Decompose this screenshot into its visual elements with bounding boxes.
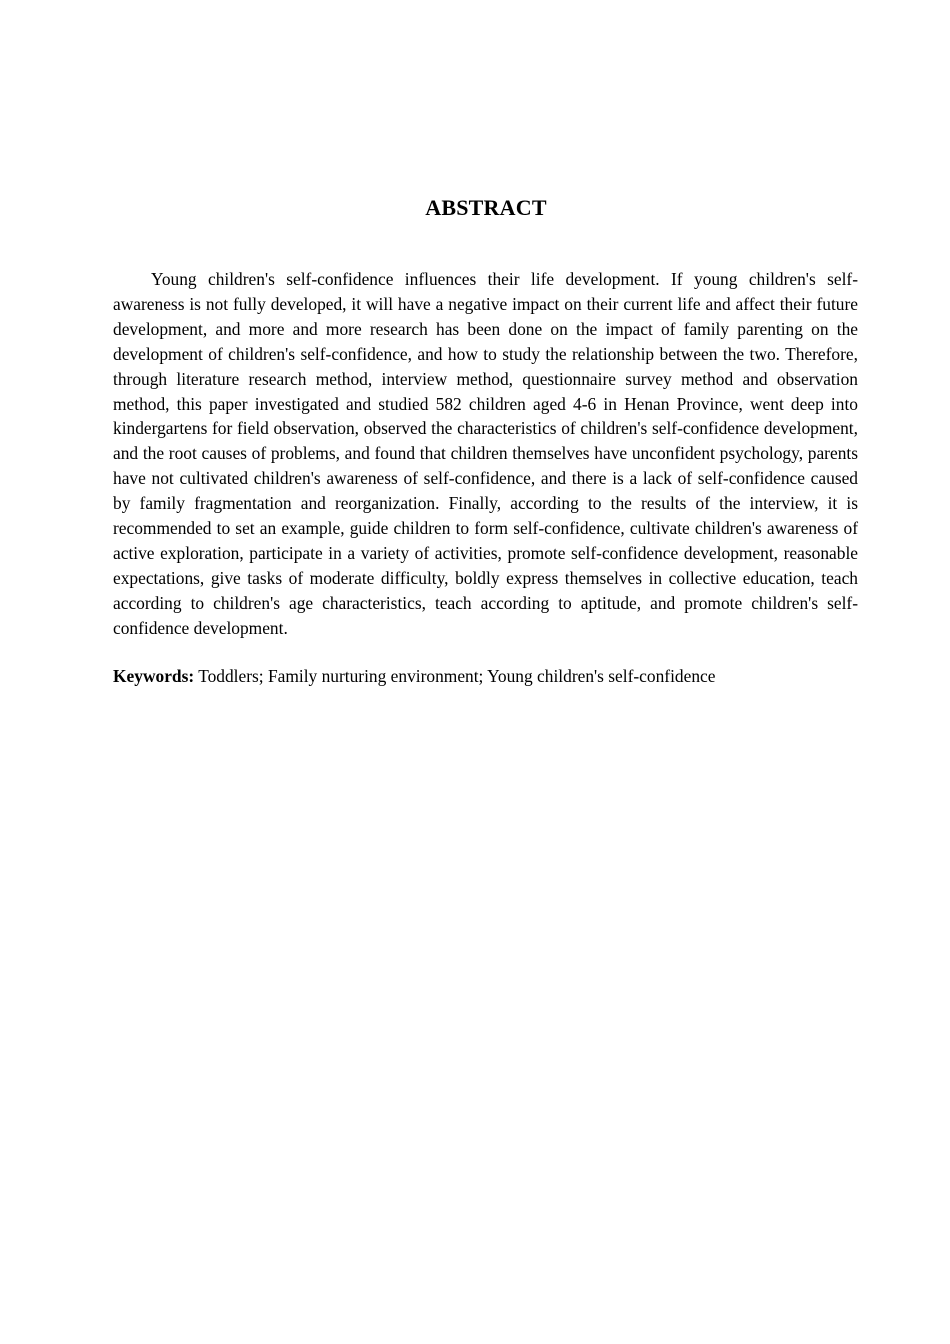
abstract-paragraph: Young children's self-confidence influences their life development. If young children's self-awareness is not fully developed, it will have a negative impact on their current life and affect their future development, and more and more research has been done on the impact of family parenting on the development of children's self-confidence, and how to study the relationship between the two. Therefore, through literature research method, interview method, questionnaire survey method and observation method, this paper investigated and studied 582 children aged 4-6 in Henan Province, went deep into kindergartens for field observation, observed the characteristics of children's self-confidence development, and the root causes of problems, and found that children themselves have unconfident psychology, parents have not cultivated children's awareness of self-confidence, and there is a lack of self-confidence caused by family fragmentation and reorganization. Finally, according to the results of the interview, it is recommended to set an example, guide children to form self-confidence, cultivate children's awareness of active exploration, participate in a variety of activities, promote self-confidence development, reasonable expectations, give tasks of moderate difficulty, boldly express themselves in collective education, teach according to children's age characteristics, teach according to aptitude, and promote children's self-confidence development.: [113, 269, 858, 638]
keywords-label: Keywords:: [113, 666, 195, 686]
keywords-text: Toddlers; Family nurturing environment; Young children's self-confidence: [194, 666, 716, 686]
abstract-title: ABSTRACT: [425, 195, 547, 220]
keywords-line: [113, 664, 858, 689]
